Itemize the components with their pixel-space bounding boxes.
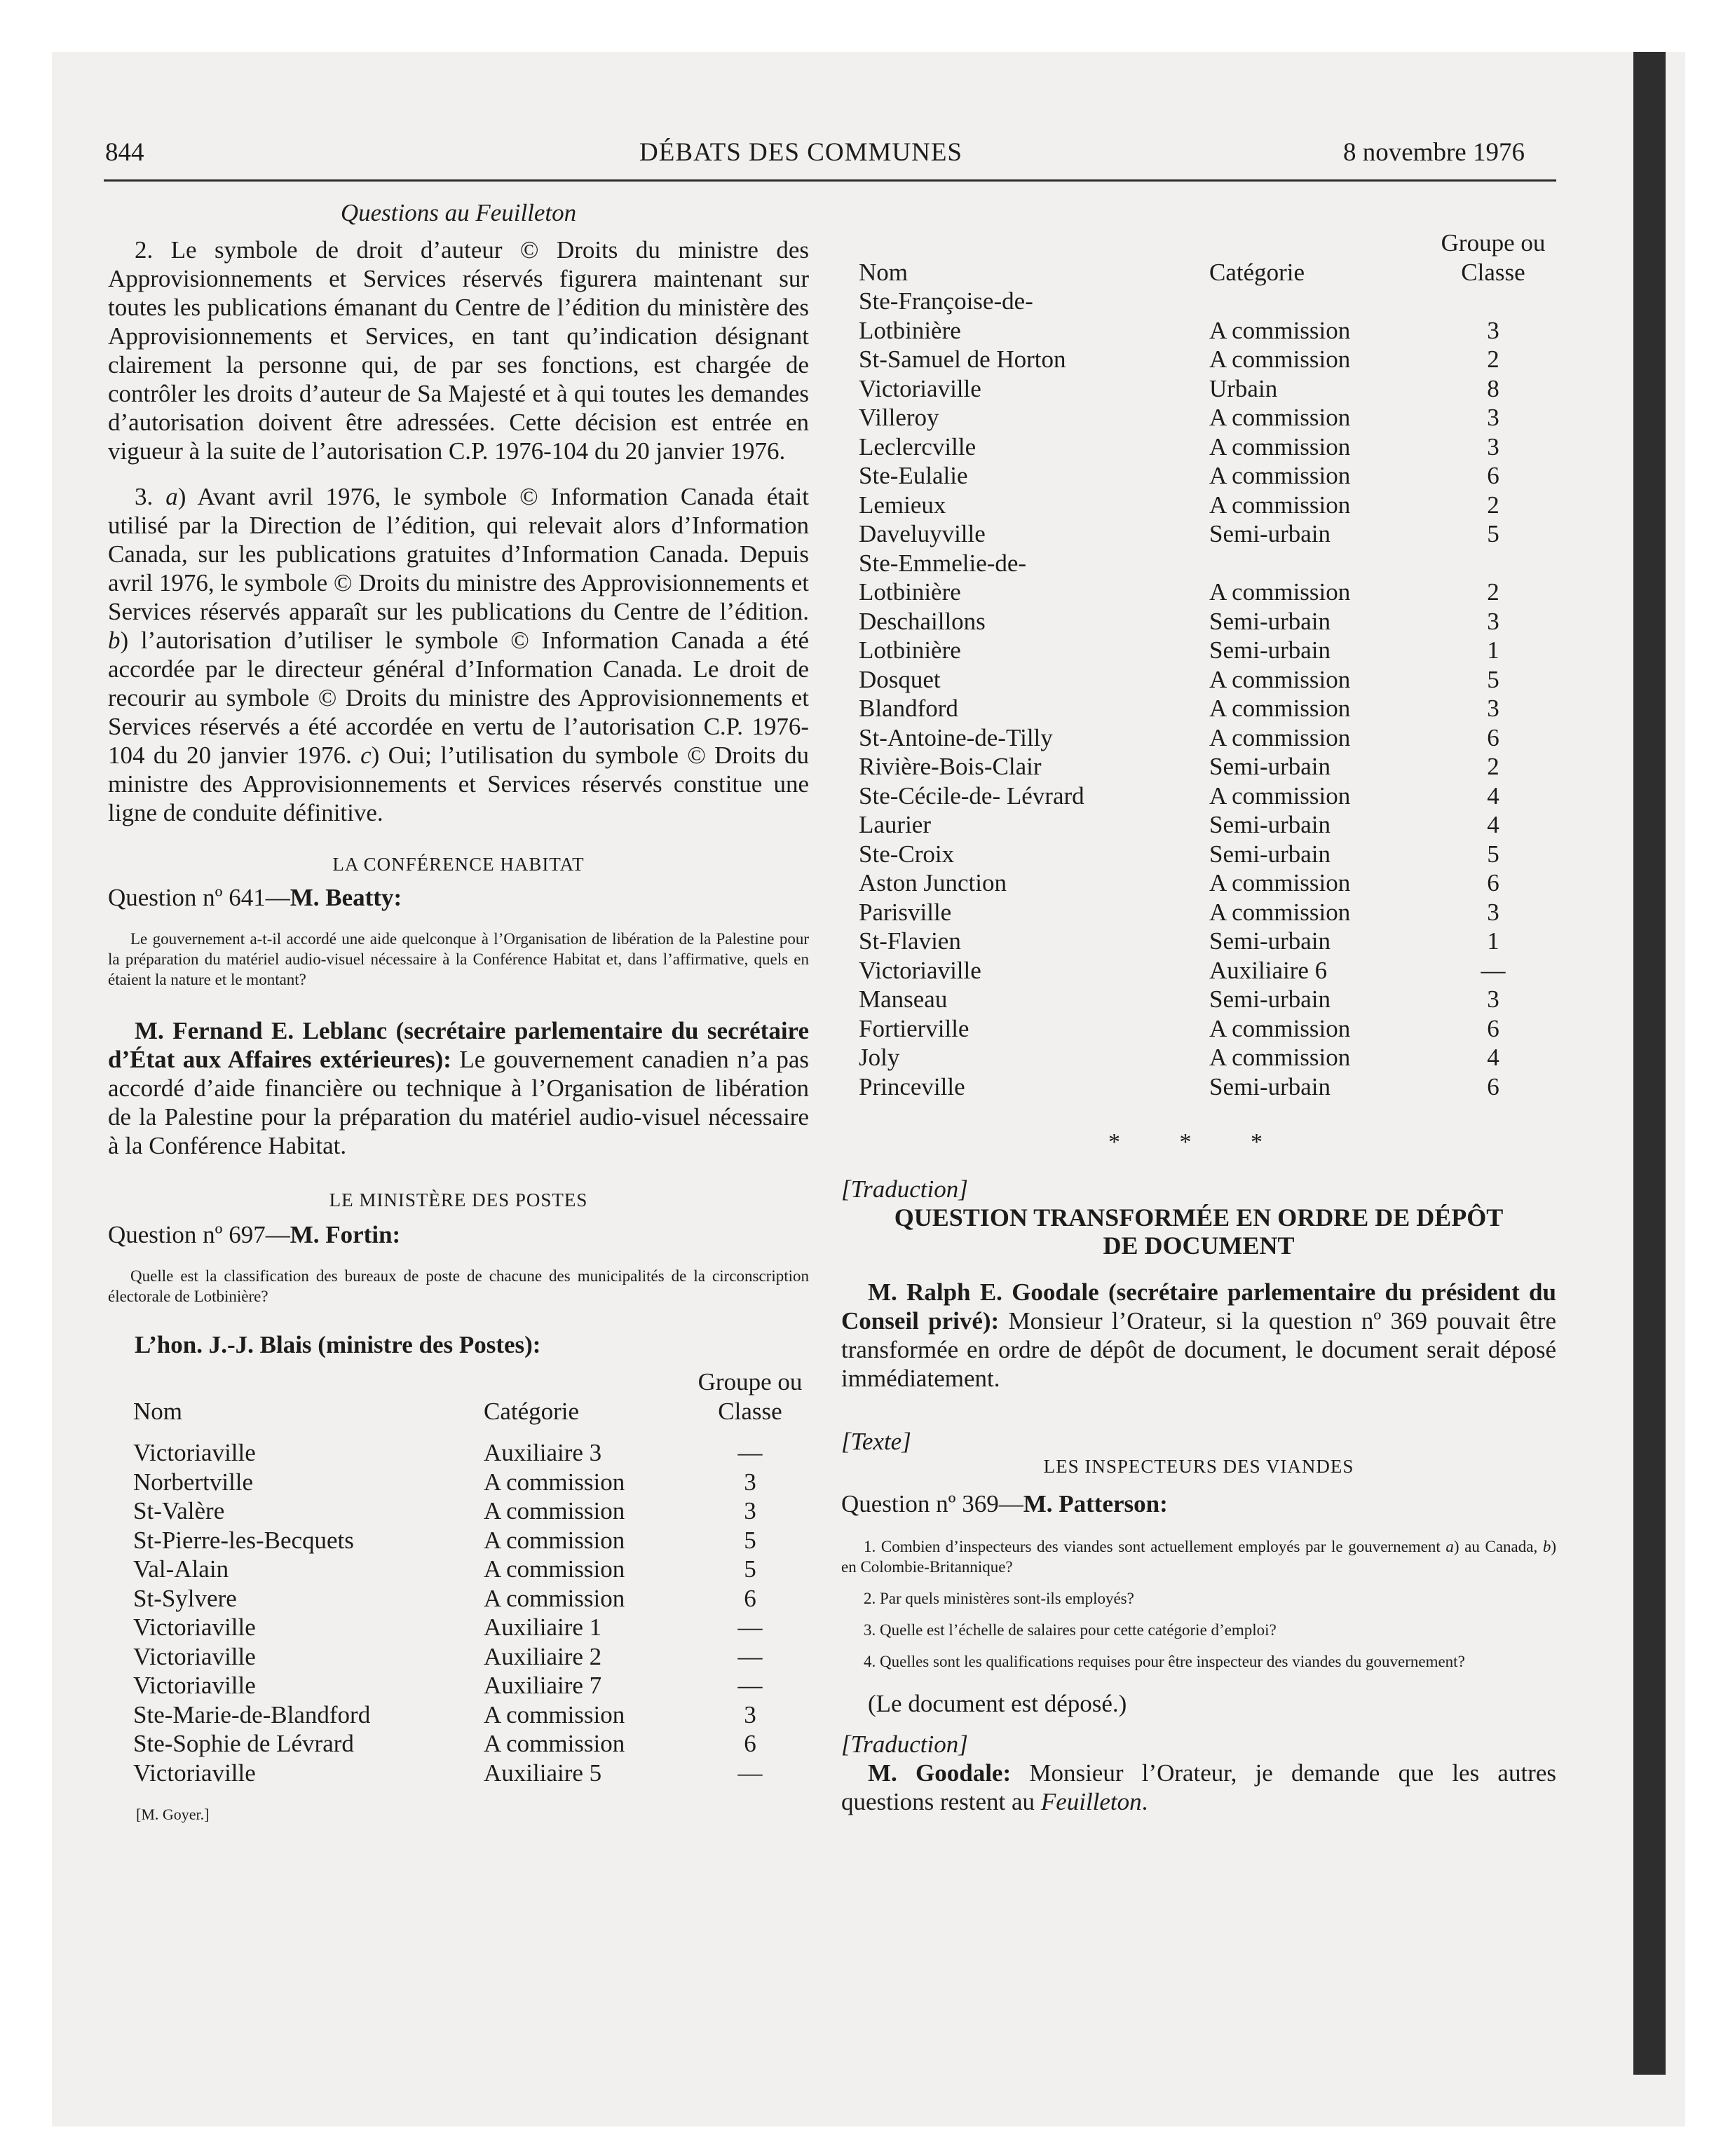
nom-cell: Manseau bbox=[859, 985, 948, 1013]
table-row bbox=[859, 694, 1553, 723]
categorie-cell: A commission bbox=[484, 1584, 625, 1612]
groupe-cell: 4 bbox=[1487, 782, 1499, 810]
nom-cell: Princeville bbox=[859, 1072, 965, 1100]
nom-cell: Leclercville bbox=[859, 432, 977, 460]
nom-cell: St-Flavien bbox=[859, 927, 961, 955]
table-row bbox=[859, 782, 1553, 811]
nom-cell: St-Valère bbox=[133, 1497, 225, 1524]
categorie-cell: A commission bbox=[484, 1468, 625, 1496]
document-depose: (Le document est déposé.) bbox=[868, 1690, 1127, 1717]
nom-cell: Ste-Françoise-de- bbox=[859, 287, 1033, 315]
categorie-cell: Semi-urbain bbox=[1209, 607, 1331, 635]
nom-cell: Dosquet bbox=[859, 665, 941, 693]
nom-cell: Victoriaville bbox=[133, 1759, 256, 1787]
nom-cell: Victoriaville bbox=[133, 1439, 256, 1466]
col-groupe-1: Groupe ou bbox=[1441, 229, 1546, 257]
postes-heading: LE MINISTÈRE DES POSTES bbox=[329, 1189, 588, 1210]
groupe-cell: 3 bbox=[1487, 695, 1499, 722]
texte-label: [Texte] bbox=[841, 1428, 911, 1455]
table-row bbox=[133, 1468, 806, 1497]
groupe-cell: 5 bbox=[744, 1526, 756, 1554]
categorie-cell: A commission bbox=[1209, 316, 1351, 344]
transform-heading-2: DE DOCUMENT bbox=[1103, 1231, 1295, 1260]
col-categorie: Catégorie bbox=[1209, 258, 1305, 286]
nom-cell: St-Samuel de Horton bbox=[859, 346, 1066, 373]
nom-cell: Villeroy bbox=[859, 404, 939, 431]
left-column bbox=[108, 199, 809, 1824]
groupe-cell: 3 bbox=[1487, 404, 1499, 431]
nom-cell: Fortierville bbox=[859, 1014, 969, 1042]
groupe-cell: — bbox=[737, 1759, 763, 1787]
nom-cell: Norbertville bbox=[133, 1468, 254, 1496]
categorie-cell: A commission bbox=[1209, 432, 1351, 460]
postes-table-right bbox=[859, 228, 1553, 1101]
table-row bbox=[859, 519, 1553, 549]
nom-cell: Victoriaville bbox=[133, 1613, 256, 1641]
nom-cell: Lemieux bbox=[859, 491, 946, 519]
nom-cell: Deschaillons bbox=[859, 607, 986, 635]
viandes-heading: LES INSPECTEURS DES VIANDES bbox=[1043, 1456, 1354, 1477]
nom-cell: Joly bbox=[859, 1044, 900, 1071]
col-groupe-2: Classe bbox=[718, 1397, 782, 1425]
table-row bbox=[859, 1014, 1553, 1044]
table-row bbox=[859, 1043, 1553, 1072]
categorie-cell: A commission bbox=[484, 1730, 625, 1757]
table-row bbox=[859, 549, 1553, 578]
categorie-cell: A commission bbox=[1209, 1014, 1351, 1042]
nom-cell: Victoriaville bbox=[133, 1672, 256, 1699]
nom-cell: Parisville bbox=[859, 898, 952, 926]
groupe-cell: — bbox=[737, 1613, 763, 1641]
categorie-cell bbox=[1209, 549, 1434, 578]
categorie-cell: A commission bbox=[484, 1700, 625, 1728]
groupe-cell: — bbox=[737, 1439, 763, 1466]
col-categorie: Catégorie bbox=[484, 1397, 580, 1425]
table-row bbox=[859, 810, 1553, 840]
groupe-cell: 5 bbox=[744, 1555, 756, 1583]
groupe-cell: 1 bbox=[1487, 927, 1499, 955]
categorie-cell: A commission bbox=[1209, 346, 1351, 373]
table-row bbox=[859, 868, 1553, 898]
table-row bbox=[859, 752, 1553, 782]
table-row bbox=[859, 985, 1553, 1014]
groupe-cell: 5 bbox=[1487, 520, 1499, 547]
groupe-cell: 6 bbox=[1487, 869, 1499, 896]
groupe-cell: 6 bbox=[1487, 462, 1499, 489]
section-title: Questions au Feuilleton bbox=[340, 199, 577, 226]
table-row bbox=[859, 927, 1553, 956]
table-row bbox=[859, 316, 1553, 346]
groupe-cell bbox=[1434, 549, 1553, 578]
traduction-label: [Traduction] bbox=[841, 1175, 968, 1203]
categorie-cell: Auxiliaire 7 bbox=[484, 1672, 602, 1699]
table-row bbox=[133, 1671, 806, 1700]
categorie-cell: A commission bbox=[1209, 578, 1351, 606]
table-row bbox=[859, 491, 1553, 520]
table-row bbox=[859, 607, 1553, 636]
groupe-cell: 2 bbox=[1487, 753, 1499, 780]
categorie-cell: A commission bbox=[1209, 462, 1351, 489]
nom-cell: Ste-Emmelie-de- bbox=[859, 549, 1027, 577]
right-table-body bbox=[859, 287, 1553, 1101]
nom-cell: Lotbinière bbox=[859, 578, 961, 606]
groupe-cell: 6 bbox=[1487, 1014, 1499, 1042]
question-369-part-2: 2. Par quels ministères sont-ils employés? bbox=[864, 1590, 1134, 1607]
groupe-cell: — bbox=[1481, 956, 1506, 984]
categorie-cell: Auxiliaire 6 bbox=[1209, 956, 1328, 984]
groupe-cell: 6 bbox=[1487, 1072, 1499, 1100]
leblanc-answer: M. Fernand E. Leblanc (secrétaire parlementaire du secrétaire d’État aux Affaires extérieures): Le gouvernement canadien n’a pas accordé d’aide financière ou technique à l’Organisation de libération de la Palestine pour la préparation du matériel audio-visuel nécessaire à la Conférence Habitat. bbox=[108, 1017, 809, 1159]
left-table-body bbox=[133, 1438, 806, 1787]
categorie-cell: Auxiliaire 1 bbox=[484, 1613, 602, 1641]
table-row bbox=[133, 1759, 806, 1788]
categorie-cell: Semi-urbain bbox=[1209, 840, 1331, 868]
nom-cell: Victoriaville bbox=[859, 956, 981, 984]
categorie-cell: Semi-urbain bbox=[1209, 985, 1331, 1013]
table-row bbox=[859, 723, 1553, 753]
page-number: 844 bbox=[105, 138, 144, 167]
traduction-label-2: [Traduction] bbox=[841, 1731, 968, 1758]
table-row bbox=[859, 345, 1553, 374]
categorie-cell bbox=[1209, 287, 1434, 316]
categorie-cell: Auxiliaire 5 bbox=[484, 1759, 602, 1787]
groupe-cell: 6 bbox=[744, 1584, 756, 1612]
table-row bbox=[133, 1555, 806, 1584]
table-row bbox=[133, 1700, 806, 1730]
groupe-cell: 3 bbox=[744, 1700, 756, 1728]
question-369: Question nº 369—M. Patterson: bbox=[841, 1490, 1168, 1517]
table-row bbox=[859, 287, 1553, 316]
categorie-cell: Semi-urbain bbox=[1209, 636, 1331, 664]
question-369-part-3: 3. Quelle est l’échelle de salaires pour cette catégorie d’emploi? bbox=[864, 1621, 1277, 1639]
col-nom: Nom bbox=[859, 258, 908, 286]
table-row bbox=[133, 1496, 806, 1526]
table-row bbox=[133, 1729, 806, 1759]
nom-cell: Lotbinière bbox=[859, 316, 961, 344]
header-rule bbox=[104, 179, 1556, 182]
groupe-cell: 3 bbox=[1487, 316, 1499, 344]
nom-cell: Ste-Croix bbox=[859, 840, 955, 868]
groupe-cell: 5 bbox=[1487, 840, 1499, 868]
habitat-heading: LA CONFÉRENCE HABITAT bbox=[332, 854, 585, 875]
groupe-cell: 8 bbox=[1487, 374, 1499, 402]
categorie-cell: Semi-urbain bbox=[1209, 811, 1331, 838]
question-697-text: Quelle est la classification des bureaux de poste de chacune des municipalités de la circonscription électorale de Lotbinière? bbox=[108, 1267, 809, 1305]
categorie-cell: A commission bbox=[1209, 723, 1351, 751]
goodale-final: M. Goodale: Monsieur l’Orateur, je demande que les autres questions restent au Feuilleton. bbox=[841, 1759, 1556, 1815]
categorie-cell: Semi-urbain bbox=[1209, 927, 1331, 955]
col-groupe-2: Classe bbox=[1461, 258, 1525, 286]
answer-paragraph-2: 2. Le symbole de droit d’auteur © Droits du ministre des Approvisionnements et Services réservés figurera maintenant sur toutes les publications émanant du Centre de l’édition du ministère des Approvisionnements et Services, en tant qu’indication désignant clairement la personne qui, de par ses fonctions, est chargée de contrôler les droits d’auteur de Sa Majesté et à qui toutes les demandes d’autorisation doivent être adressées. Cette décision est entrée en vigueur à la suite de l’autorisation C.P. 1976-104 du 20 janvier 1976. bbox=[108, 236, 809, 465]
categorie-cell: A commission bbox=[1209, 695, 1351, 722]
groupe-cell: 3 bbox=[744, 1497, 756, 1524]
groupe-cell: 6 bbox=[1487, 723, 1499, 751]
categorie-cell: A commission bbox=[1209, 404, 1351, 431]
groupe-cell: 4 bbox=[1487, 811, 1499, 838]
table-row bbox=[859, 956, 1553, 985]
goodale-answer: M. Ralph E. Goodale (secrétaire parlementaire du président du Conseil privé): Monsieur l’Orateur, si la question nº 369 pouvait être transformée en ordre de dépôt de document, le document serait déposé immédiatement. bbox=[841, 1278, 1556, 1392]
categorie-cell: A commission bbox=[484, 1526, 625, 1554]
table-row bbox=[859, 461, 1553, 491]
categorie-cell: A commission bbox=[1209, 491, 1351, 519]
page-title: DÉBATS DES COMMUNES bbox=[639, 138, 963, 167]
table-row bbox=[859, 578, 1553, 607]
footer-note: [M. Goyer.] bbox=[136, 1806, 210, 1823]
table-row bbox=[859, 403, 1553, 432]
groupe-cell bbox=[1434, 287, 1553, 316]
question-641: Question nº 641—M. Beatty: bbox=[108, 884, 402, 911]
table-row bbox=[859, 1072, 1553, 1102]
groupe-cell: 3 bbox=[1487, 432, 1499, 460]
right-column bbox=[841, 228, 1556, 1816]
table-row bbox=[133, 1642, 806, 1672]
categorie-cell: Semi-urbain bbox=[1209, 1072, 1331, 1100]
table-row bbox=[133, 1438, 806, 1468]
question-369-part-1: 1. Combien d’inspecteurs des viandes sont actuellement employés par le gouvernement a) au Canada, b) en Colombie-Britannique? bbox=[841, 1538, 1556, 1576]
groupe-cell: 4 bbox=[1487, 1044, 1499, 1071]
nom-cell: Ste-Marie-de-Blandford bbox=[133, 1700, 371, 1728]
categorie-cell: Semi-urbain bbox=[1209, 753, 1331, 780]
nom-cell: St-Antoine-de-Tilly bbox=[859, 723, 1053, 751]
nom-cell: Ste-Sophie de Lévrard bbox=[133, 1730, 354, 1757]
categorie-cell: A commission bbox=[1209, 782, 1351, 810]
groupe-cell: 6 bbox=[744, 1730, 756, 1757]
table-row bbox=[133, 1613, 806, 1642]
col-groupe-1: Groupe ou bbox=[698, 1368, 803, 1396]
table-row bbox=[133, 1584, 806, 1613]
col-nom: Nom bbox=[133, 1397, 182, 1425]
groupe-cell: 5 bbox=[1487, 665, 1499, 693]
groupe-cell: — bbox=[737, 1642, 763, 1670]
nom-cell: Lotbinière bbox=[859, 636, 961, 664]
postes-table-left bbox=[133, 1367, 806, 1787]
nom-cell: Blandford bbox=[859, 695, 958, 722]
categorie-cell: Urbain bbox=[1209, 374, 1278, 402]
groupe-cell: 2 bbox=[1487, 578, 1499, 606]
groupe-cell: — bbox=[737, 1672, 763, 1699]
groupe-cell: 3 bbox=[744, 1468, 756, 1496]
table-row bbox=[859, 374, 1553, 404]
section-stars: * * * bbox=[1108, 1129, 1289, 1155]
transform-heading-1: QUESTION TRANSFORMÉE EN ORDRE DE DÉPÔT bbox=[894, 1203, 1504, 1231]
table-row bbox=[859, 665, 1553, 695]
nom-cell: Rivière-Bois-Clair bbox=[859, 753, 1042, 780]
nom-cell: Daveluyville bbox=[859, 520, 986, 547]
question-369-part-4: 4. Quelles sont les qualifications requises pour être inspecteur des viandes du gouvernement? bbox=[864, 1653, 1465, 1670]
categorie-cell: A commission bbox=[1209, 665, 1351, 693]
table-row bbox=[859, 636, 1553, 665]
groupe-cell: 3 bbox=[1487, 898, 1499, 926]
nom-cell: St-Pierre-les-Becquets bbox=[133, 1526, 354, 1554]
categorie-cell: A commission bbox=[1209, 898, 1351, 926]
nom-cell: St-Sylvere bbox=[133, 1584, 237, 1612]
groupe-cell: 3 bbox=[1487, 607, 1499, 635]
table-row bbox=[859, 840, 1553, 869]
categorie-cell: A commission bbox=[1209, 869, 1351, 896]
nom-cell: Val-Alain bbox=[133, 1555, 229, 1583]
categorie-cell: A commission bbox=[484, 1497, 625, 1524]
nom-cell: Victoriaville bbox=[133, 1642, 256, 1670]
page-date: 8 novembre 1976 bbox=[1343, 138, 1525, 167]
question-641-text: Le gouvernement a-t-il accordé une aide quelconque à l’Organisation de libération de la Palestine pour la préparation du matériel audio-visuel nécessaire à la Conférence Habitat et, dans l’affirmative, quels en étaient la nature et le montant? bbox=[108, 930, 809, 988]
categorie-cell: A commission bbox=[1209, 1044, 1351, 1071]
categorie-cell: Auxiliaire 2 bbox=[484, 1642, 602, 1670]
blais-answer: L’hon. J.-J. Blais (ministre des Postes): bbox=[135, 1331, 541, 1358]
table-row bbox=[133, 1526, 806, 1555]
categorie-cell: A commission bbox=[484, 1555, 625, 1583]
question-697: Question nº 697—M. Fortin: bbox=[108, 1221, 401, 1248]
nom-cell: Ste-Eulalie bbox=[859, 462, 968, 489]
scan-edge bbox=[1633, 52, 1666, 2075]
groupe-cell: 2 bbox=[1487, 346, 1499, 373]
groupe-cell: 3 bbox=[1487, 985, 1499, 1013]
nom-cell: Ste-Cécile-de- Lévrard bbox=[859, 782, 1084, 810]
answer-paragraph-3: 3. a) Avant avril 1976, le symbole © Information Canada était utilisé par la Direction de l’édition, qui relevait alors d’Information Canada, sur les publications gratuites d’Information Canada. Depuis avril 1976, le symbole © Droits du ministre des Approvisionnements et Services réservés apparaît sur les publications du Centre de l’édition. b) l’autorisation d’utiliser le symbole © Information Canada a été accordée par le directeur général d’Information Canada. Le droit de recourir au symbole © Droits du ministre des Approvisionnements et Services réservés a été accordée en vertu de l’autorisation C.P. 1976-104 du 20 janvier 1976. c) Oui; l’utilisation du symbole © Droits du ministre des Approvisionnements et Services réservés constitue une ligne de conduite définitive. bbox=[108, 483, 810, 826]
groupe-cell: 2 bbox=[1487, 491, 1499, 519]
nom-cell: Victoriaville bbox=[859, 374, 981, 402]
categorie-cell: Semi-urbain bbox=[1209, 520, 1331, 547]
categorie-cell: Auxiliaire 3 bbox=[484, 1439, 602, 1466]
groupe-cell: 1 bbox=[1487, 636, 1499, 664]
nom-cell: Aston Junction bbox=[859, 869, 1007, 896]
table-row bbox=[859, 898, 1553, 927]
table-row bbox=[859, 432, 1553, 462]
nom-cell: Laurier bbox=[859, 811, 931, 838]
